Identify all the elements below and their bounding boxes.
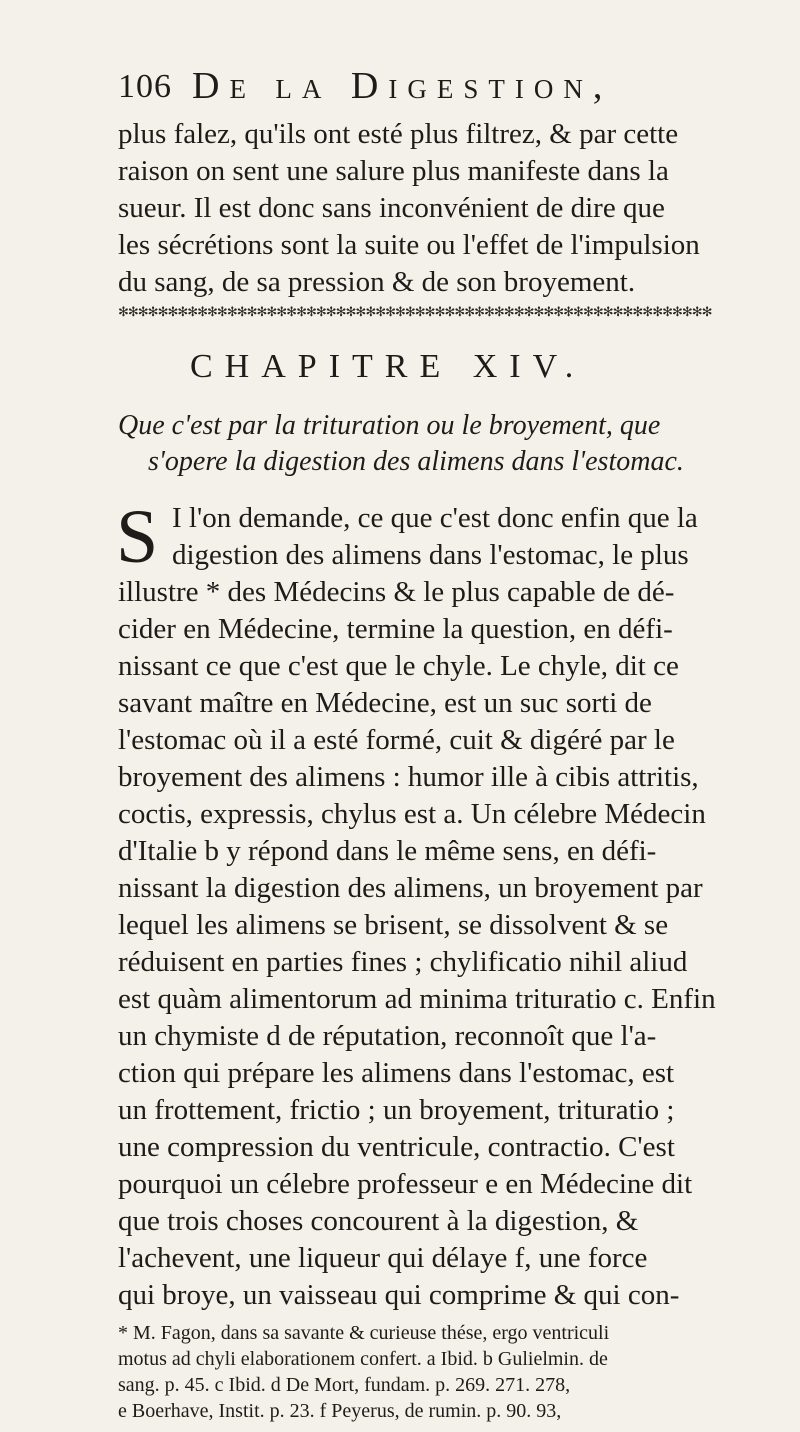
text-line: sueur. Il est donc sans inconvénient de dire que: [118, 192, 665, 224]
footnote-line: e Boerhave, Instit. p. 23. f Peyerus, de rumin. p. 90. 93,: [118, 1400, 562, 1422]
body-line: broyement des alimens : humor ille à cibis attritis,: [118, 761, 699, 793]
text-line: plus falez, qu'ils ont esté plus filtrez, & par cette: [118, 118, 679, 150]
body-line: pourquoi un célebre professeur e en Médecine dit: [118, 1168, 693, 1200]
body-line: que trois choses concourent à la digestion, &: [118, 1205, 639, 1237]
footnote-line: * M. Fagon, dans sa savante & curieuse thése, ergo ventriculi: [118, 1322, 610, 1344]
chapter-subtitle-line: s'opere la digestion des alimens dans l'estomac.: [148, 446, 684, 477]
text-line: raison on sent une salure plus manifeste dans la: [118, 155, 669, 187]
body-line: ction qui prépare les alimens dans l'estomac, est: [118, 1057, 675, 1089]
body-line: digestion des alimens dans l'estomac, le plus: [172, 539, 689, 571]
body-line: d'Italie b y répond dans le même sens, en défi-: [118, 835, 657, 867]
page-number: 106: [118, 68, 172, 105]
body-line: illustre * des Médecins & le plus capable de dé-: [118, 576, 675, 608]
text-line: du sang, de sa pression & de son broyement.: [118, 266, 636, 298]
body-line: lequel les alimens se brisent, se dissolvent & se: [118, 909, 669, 941]
body-line: l'estomac où il a esté formé, cuit & digéré par le: [118, 724, 675, 756]
drop-cap: S: [116, 495, 159, 579]
footnote-line: sang. p. 45. c Ibid. d De Mort, fundam. p. 269. 271. 278,: [118, 1374, 571, 1396]
chapter-heading: CHAPITRE XIV.: [190, 348, 586, 385]
body-line: savant maître en Médecine, est un suc sorti de: [118, 687, 652, 719]
body-line: coctis, expressis, chylus est a. Un célebre Médecin: [118, 798, 706, 830]
body-line: I l'on demande, ce que c'est donc enfin que la: [172, 502, 698, 534]
body-line: un frottement, frictio ; un broyement, trituratio ;: [118, 1094, 675, 1126]
decorative-ornament-rule: ✻✻✻✻✻✻✻✻✻✻✻✻✻✻✻✻✻✻✻✻✻✻✻✻✻✻✻✻✻✻✻✻✻✻✻✻✻✻✻✻✻✻✻✻✻✻✻✻✻✻✻✻✻✻✻✻✻✻✻✻: [118, 305, 712, 320]
running-header: [118, 62, 758, 106]
body-line: qui broye, un vaisseau qui comprime & qui con-: [118, 1279, 680, 1311]
body-line: une compression du ventricule, contractio. C'est: [118, 1131, 675, 1163]
footnote-line: motus ad chyli elaborationem confert. a Ibid. b Gulielmin. de: [118, 1348, 608, 1370]
body-line: cider en Médecine, termine la question, en défi-: [118, 613, 673, 645]
body-line: réduisent en parties fines ; chylificatio nihil aliud: [118, 946, 688, 978]
body-line: nissant ce que c'est que le chyle. Le chyle, dit ce: [118, 650, 679, 682]
running-title: De la Digestion,: [192, 65, 613, 107]
body-line: l'achevent, une liqueur qui délaye f, une force: [118, 1242, 648, 1274]
body-line: un chymiste d de réputation, reconnoît que l'a-: [118, 1020, 657, 1052]
body-line: nissant la digestion des alimens, un broyement par: [118, 872, 703, 904]
chapter-subtitle-line: Que c'est par la trituration ou le broyement, que: [118, 410, 661, 441]
text-line: les sécrétions sont la suite ou l'effet de l'impulsion: [118, 229, 700, 261]
body-line: est quàm alimentorum ad minima trituratio c. Enfin: [118, 983, 716, 1015]
